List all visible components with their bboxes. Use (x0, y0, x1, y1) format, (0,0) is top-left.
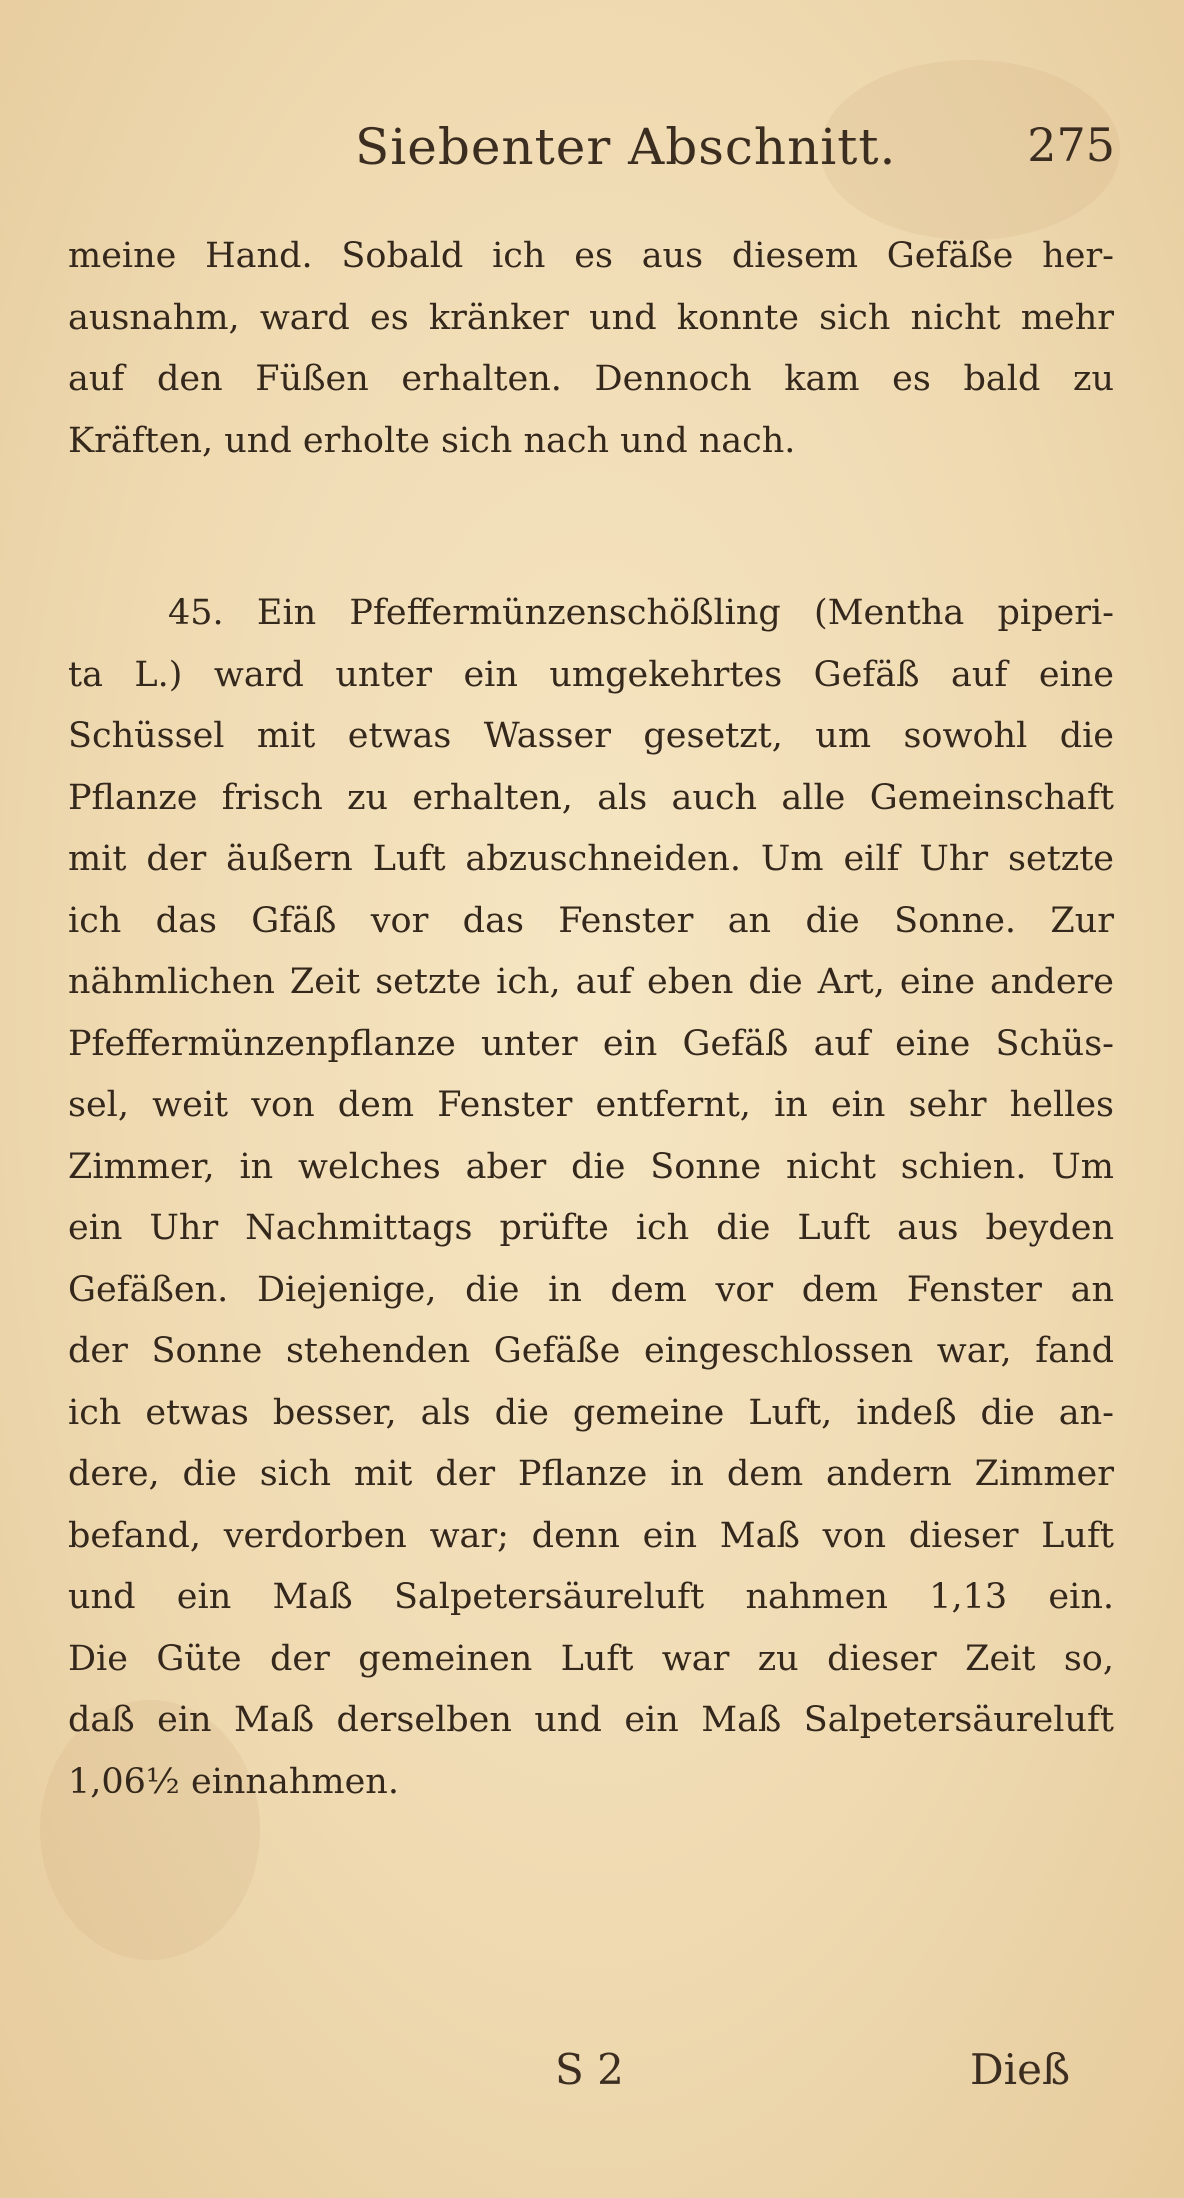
text-line: Die Güte der gemeinen Luft war zu dieser Zeit so, (68, 1638, 1114, 1679)
catchword: Dieß (970, 2045, 1071, 2094)
text-line: befand, verdorben war; denn ein Maß von dieser Luft (68, 1515, 1114, 1556)
text-line: auf den Füßen erhalten. Dennoch kam es bald zu (68, 359, 1114, 399)
text-line: dere, die sich mit der Pflanze in dem andern Zimmer (68, 1454, 1114, 1494)
text-line: 1,06½ einnahmen. (68, 1761, 399, 1802)
text-line: Pflanze frisch zu erhalten, als auch alle Gemeinschaft (68, 777, 1114, 818)
text-line: meine Hand. Sobald ich es aus diesem Gefäße her- (68, 236, 1114, 276)
text-line: ta L.) ward unter ein umgekehrtes Gefäß auf eine (68, 654, 1114, 695)
text-line: Pfeffermünzenpflanze unter ein Gefäß auf eine Schüs- (68, 1023, 1114, 1064)
text-line: ich etwas besser, als die gemeine Luft, indeß die an- (68, 1392, 1114, 1433)
text-line: der Sonne stehenden Gefäße eingeschlossen war, fand (68, 1331, 1114, 1371)
text-line: ein Uhr Nachmittags prüfte ich die Luft aus beyden (68, 1208, 1114, 1248)
text-line: Gefäßen. Diejenige, die in dem vor dem Fenster an (68, 1269, 1114, 1310)
running-title: Siebenter Abschnitt. (355, 118, 897, 176)
text-line: Schüssel mit etwas Wasser gesetzt, um sowohl die (68, 716, 1114, 756)
text-line: mit der äußern Luft abzuschneiden. Um eilf Uhr setzte (68, 839, 1114, 879)
signature-mark: S 2 (555, 2045, 624, 2094)
text-line: ich das Gfäß vor das Fenster an die Sonne. Zur (68, 900, 1114, 941)
text-line: Zimmer, in welches aber die Sonne nicht schien. Um (68, 1146, 1114, 1187)
text-line: sel, weit von dem Fenster entfernt, in ein sehr helles (68, 1085, 1114, 1125)
page-number: 275 (1027, 118, 1115, 172)
text-line: nähmlichen Zeit setzte ich, auf eben die Art, eine andere (68, 962, 1114, 1002)
text-line: und ein Maß Salpetersäureluft nahmen 1,13 ein. (68, 1577, 1114, 1617)
page-footer (0, 2045, 1184, 2115)
text-line: daß ein Maß derselben und ein Maß Salpetersäureluft (68, 1700, 1114, 1740)
page-header (355, 118, 1115, 188)
text-line: 45. Ein Pfeffermünzenschößling (Mentha piperi- (168, 593, 1114, 633)
text-line: ausnahm, ward es kränker und konnte sich nicht mehr (68, 297, 1114, 338)
paragraph-continued (68, 226, 1114, 472)
text-line: Kräften, und erholte sich nach und nach. (68, 420, 796, 461)
paragraph-45 (68, 583, 1114, 1813)
